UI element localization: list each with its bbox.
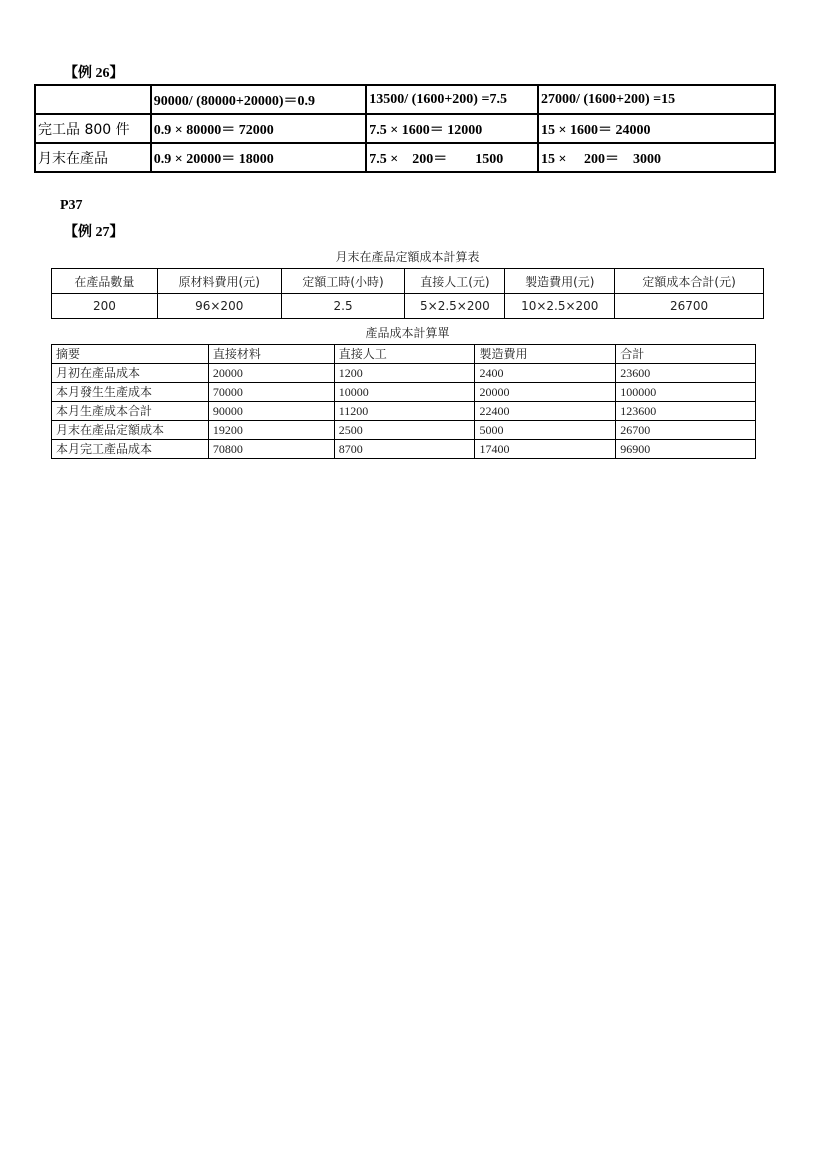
column-header: 直接人工(元) bbox=[405, 269, 505, 294]
table-cell: 15 × 1600＝ 24000 bbox=[538, 114, 775, 143]
table-cell: 96900 bbox=[616, 440, 756, 459]
table-cell: 5000 bbox=[475, 421, 616, 440]
table-row bbox=[35, 143, 775, 172]
column-header: 在產品數量 bbox=[52, 269, 158, 294]
table-header-row bbox=[52, 345, 756, 364]
table-row bbox=[52, 402, 756, 421]
row-header: 本月完工產品成本 bbox=[52, 440, 209, 459]
example-27-label: 【例 27】 bbox=[64, 225, 124, 240]
table-cell: 123600 bbox=[616, 402, 756, 421]
column-header: 製造費用 bbox=[475, 345, 616, 364]
table-cell: 1200 bbox=[334, 364, 475, 383]
table-cell: 2.5 bbox=[281, 294, 405, 319]
table-cell: 27000/ (1600+200) =15 bbox=[538, 85, 775, 114]
column-header: 製造費用(元) bbox=[505, 269, 615, 294]
column-header: 合計 bbox=[616, 345, 756, 364]
table-cell: 8700 bbox=[334, 440, 475, 459]
table-cell: 90000 bbox=[208, 402, 334, 421]
table-row bbox=[52, 421, 756, 440]
column-header: 摘要 bbox=[52, 345, 209, 364]
quota-cost-table bbox=[51, 268, 764, 319]
column-header: 定額工時(小時) bbox=[281, 269, 405, 294]
row-header: 月末在產品 bbox=[35, 143, 151, 172]
table-cell: 70000 bbox=[208, 383, 334, 402]
table-cell: 23600 bbox=[616, 364, 756, 383]
table-row bbox=[52, 383, 756, 402]
table-cell: 7.5 × 200＝ 1500 bbox=[366, 143, 538, 172]
table-cell: 20000 bbox=[475, 383, 616, 402]
table-row bbox=[35, 114, 775, 143]
table-cell: 2500 bbox=[334, 421, 475, 440]
row-header: 月初在產品成本 bbox=[52, 364, 209, 383]
row-header: 月末在產品定額成本 bbox=[52, 421, 209, 440]
table-cell: 200 bbox=[52, 294, 158, 319]
table-cell: 15 × 200＝ 3000 bbox=[538, 143, 775, 172]
table-cell: 0.9 × 80000＝ 72000 bbox=[151, 114, 366, 143]
table-cell: 5×2.5×200 bbox=[405, 294, 505, 319]
table-cell: 7.5 × 1600＝ 12000 bbox=[366, 114, 538, 143]
column-header: 定額成本合計(元) bbox=[615, 269, 764, 294]
table-row bbox=[52, 440, 756, 459]
table-cell: 26700 bbox=[616, 421, 756, 440]
column-header: 原材料費用(元) bbox=[157, 269, 281, 294]
table-cell: 20000 bbox=[208, 364, 334, 383]
cost-table-caption: 產品成本計算單 bbox=[365, 326, 450, 340]
table-cell: 13500/ (1600+200) =7.5 bbox=[366, 85, 538, 114]
row-header: 本月發生生產成本 bbox=[52, 383, 209, 402]
table-cell: 70800 bbox=[208, 440, 334, 459]
example-26-label: 【例 26】 bbox=[64, 66, 124, 81]
table-cell: 22400 bbox=[475, 402, 616, 421]
table-cell: 17400 bbox=[475, 440, 616, 459]
table-cell: 26700 bbox=[615, 294, 764, 319]
table-row bbox=[52, 294, 764, 319]
table-row bbox=[52, 364, 756, 383]
column-header: 直接材料 bbox=[208, 345, 334, 364]
page-reference: P37 bbox=[60, 198, 83, 213]
column-header: 直接人工 bbox=[334, 345, 475, 364]
table-cell: 96×200 bbox=[157, 294, 281, 319]
product-cost-table bbox=[51, 344, 756, 459]
row-header: 完工品 800 件 bbox=[35, 114, 151, 143]
table-cell: 19200 bbox=[208, 421, 334, 440]
table-cell: 10×2.5×200 bbox=[505, 294, 615, 319]
table-cell: 100000 bbox=[616, 383, 756, 402]
table-row bbox=[35, 85, 775, 114]
table-cell: 0.9 × 20000＝ 18000 bbox=[151, 143, 366, 172]
table-cell: 11200 bbox=[334, 402, 475, 421]
table-cell: 2400 bbox=[475, 364, 616, 383]
table-cell: 90000/ (80000+20000)＝0.9 bbox=[151, 85, 366, 114]
table-cell bbox=[35, 85, 151, 114]
table-cell: 10000 bbox=[334, 383, 475, 402]
quota-table-caption: 月末在產品定額成本計算表 bbox=[335, 250, 480, 264]
row-header: 本月生產成本合計 bbox=[52, 402, 209, 421]
table-header-row bbox=[52, 269, 764, 294]
example-26-table bbox=[34, 84, 776, 173]
